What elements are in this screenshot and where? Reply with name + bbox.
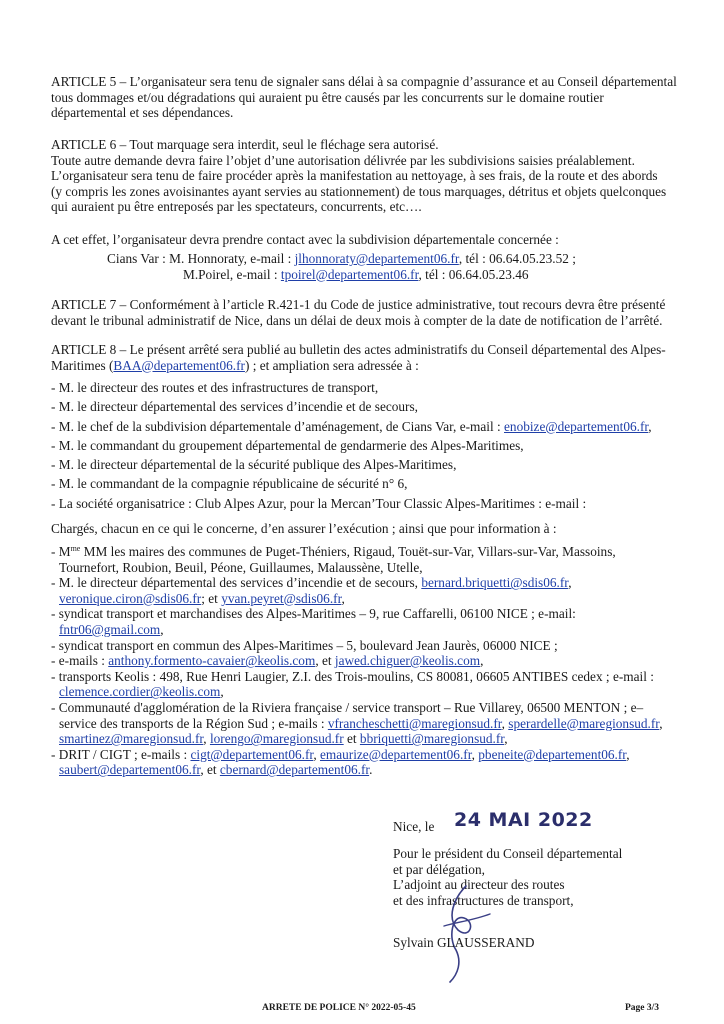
email-link[interactable]: saubert@departement06.fr [59,762,201,778]
handwritten-signature [436,878,496,988]
list-item: - transports Keolis : 498, Rue Henri Laugier, Z.I. des Trois-moulins, CS 80081, 06605 ANTIBES cedex ; e-mail : [51,668,654,684]
list-item-text: - DRIT / CIGT ; e-mails : [51,746,191,762]
signature-place: Nice, le [393,819,435,834]
article-8-line: ARTICLE 8 – Le présent arrêté sera publié au bulletin des actes administratifs du Conseil départemental des Alpes- [51,342,666,357]
article-8-line [51,358,680,374]
list-item [51,575,680,591]
signature-line: et par délégation, [393,861,485,877]
list-item-text: - M. le directeur départemental des services d’incendie et de secours, [51,575,422,591]
contact-line [107,267,667,283]
email-link[interactable]: bernard.briquetti@sdis06.fr [421,575,569,591]
list-item [51,417,680,436]
list-item-text: - e-mails : [51,653,109,669]
list-item: - M. le directeur départemental de la sécurité publique des Alpes-Maritimes, [51,457,457,473]
email-link[interactable]: pbeneite@departement06.fr [478,746,627,762]
list-item-text: , [504,731,508,747]
list-item-text: , [220,684,224,700]
list-item-text: , [648,418,652,434]
contact-intro: A cet effet, l’organisateur devra prendre contact avec la subdivision départementale concernée : [51,232,559,247]
article-8-text: Maritimes ( [51,357,114,373]
email-link[interactable]: emaurize@departement06.fr [319,746,472,762]
article-5-line: départemental et ses dépendances. [51,105,234,121]
article-7 [51,297,680,328]
information-list [51,541,680,778]
contact-text: , tél : 06.64.05.23.52 ; [458,251,576,266]
list-item-cont: Tournefort, Roubion, Beuil, Péone, Guillaumes, Malaussène, Utelle, [59,559,423,575]
page-number: Page 3/3 [625,1003,660,1013]
article-6-line: Toute autre demande devra faire l’objet d’une autorisation délivrée par les subdivisions saisies préalablement. [51,152,635,168]
list-item-text: , [341,590,345,606]
list-item-text: et [343,731,360,747]
article-6-line: (y compris les zones avoisinantes ayant servies au stationnement) de tous marquages, détritus et objets quelconques [51,183,667,199]
list-item-text: ; et [201,590,222,606]
contact-text: , tél : 06.64.05.23.46 [418,266,529,282]
ampliation-list [51,378,680,513]
article-6-line: qui auraient pu être entreposés par les spectateurs, concurrents, etc…. [51,199,422,215]
list-item-text: , [568,575,572,591]
signature-block [393,846,653,908]
list-item-cont [51,591,680,607]
email-link[interactable]: veronique.ciron@sdis06.fr [59,590,202,606]
email-link[interactable]: anthony.formento-cavaier@keolis.com [108,653,316,669]
list-item-cont [51,716,680,732]
list-item-text: , [501,715,509,731]
date-stamp: 24 MAI 2022 [454,809,593,831]
list-item [51,541,680,560]
email-link[interactable]: vfrancheschetti@maregionsud.fr [327,715,502,731]
article-6-line: L’organisateur sera tenu de faire procéder après la manifestation au nettoyage, à ses frais, de la route et des abords [51,168,658,184]
contact-text: M.Poirel, e-mail : [183,266,281,282]
signature-line: et des infrastructures de transport, [393,892,574,908]
email-link[interactable]: jlhonnoraty@departement06.fr [294,251,459,266]
article-6-line: ARTICLE 6 – Tout marquage sera interdit, seul le fléchage sera autorisé. [51,137,439,152]
list-item-cont [51,731,680,747]
list-item: - M. le commandant du groupement départemental de gendarmerie des Alpes-Maritimes, [51,437,524,453]
article-6 [51,137,680,215]
list-item-text: , [659,715,663,731]
list-item-text: - M. le chef de la subdivision départementale d’aménagement, de Cians Var, e-mail : [51,418,505,434]
subdivision-contacts [107,251,667,282]
email-link[interactable]: jawed.chiguer@keolis.com [334,653,481,669]
list-item-cont [51,762,680,778]
charges-intro: Chargés, chacun en ce qui le concerne, d’en assurer l’exécution ; ainsi que pour information à : [51,521,557,536]
list-item [51,747,680,763]
email-link[interactable]: cigt@departement06.fr [190,746,314,762]
list-item-text: , [313,746,320,762]
list-item: - M. le directeur des routes et des infrastructures de transport, [51,380,379,395]
list-item-cont [51,622,680,638]
list-item-text: MM les maires des communes de Puget-Théniers, Rigaud, Touët-sur-Var, Villars-sur-Var, Massoins, [80,544,616,559]
article-5-line: ARTICLE 5 – L’organisateur sera tenu de signaler sans délai à sa compagnie d’assurance et au Conseil départemental [51,74,677,89]
article-8-text: ) ; et ampliation sera adressée à : [244,357,419,373]
email-link[interactable]: cbernard@departement06.fr [219,762,370,778]
list-item-text: , [471,746,479,762]
list-item-text: , [626,746,630,762]
article-7-line: ARTICLE 7 – Conformément à l’article R.421-1 du Code de justice administrative, tout recours devra être présenté [51,297,666,312]
list-item: - syndicat transport en commun des Alpes-Maritimes – 5, boulevard Jean Jaurès, 06000 NICE ; [51,637,558,653]
list-item-text: service des transports de la Région Sud ; e-mails : [59,715,328,731]
list-item-text: , et [315,653,335,669]
list-item-text: , et [200,762,220,778]
email-link[interactable]: bbriquetti@maregionsud.fr [359,731,505,747]
list-item [51,653,680,669]
email-link[interactable]: BAA@departement06.fr [113,357,245,373]
contact-line [107,251,667,267]
email-link[interactable]: smartinez@maregionsud.fr [59,731,204,747]
article-5 [51,74,680,121]
email-link[interactable]: fntr06@gmail.com [59,621,161,637]
article-8 [51,342,680,373]
list-item-text: , [203,731,210,747]
email-link[interactable]: yvan.peyret@sdis06.fr [221,590,342,606]
email-link[interactable]: sperardelle@maregionsud.fr [508,715,660,731]
signature-line: Pour le président du Conseil départemental [393,846,623,861]
list-item-text: , [480,653,484,669]
list-item-text: - M [51,544,71,559]
signature-line: L’adjoint au directeur des routes [393,877,565,893]
list-item-text: , [160,621,164,637]
signatory-name: Sylvain GLAUSSERAND [393,935,535,950]
contact-text: Cians Var : M. Honnoraty, e-mail : [107,251,295,266]
list-item: - syndicat transport et marchandises des Alpes-Maritimes – 9, rue Caffarelli, 06100 NICE ; e-mail: [51,606,576,622]
list-item: - La société organisatrice : Club Alpes Azur, pour la Mercan’Tour Classic Alpes-Maritimes : e-mail : [51,495,587,511]
email-link[interactable]: tpoirel@departement06.fr [280,266,419,282]
superscript: me [70,544,81,553]
email-link[interactable]: clemence.cordier@keolis.com [59,684,221,700]
list-item-text: . [369,762,373,778]
list-item-cont [51,684,680,700]
footer-reference: ARRETE DE POLICE N° 2022-05-45 [262,1003,416,1013]
list-item: - Communauté d'agglomération de la Riviera française / service transport – Rue Villarey, 06500 MENTON ; e– [51,699,644,715]
email-link[interactable]: lorengo@maregionsud.fr [209,731,344,747]
article-7-line: devant le tribunal administratif de Nice, dans un délai de deux mois à compter de la date de notification de l’arrêté. [51,312,663,328]
article-5-line: tous dommages et/ou dégradations qui auraient pu être causés par les concurrents sur le domaine routier [51,89,604,105]
list-item: - M. le commandant de la compagnie républicaine de sécurité n° 6, [51,476,408,492]
email-link[interactable]: enobize@departement06.fr [504,418,649,434]
list-item: - M. le directeur départemental des services d’incendie et de secours, [51,399,418,415]
